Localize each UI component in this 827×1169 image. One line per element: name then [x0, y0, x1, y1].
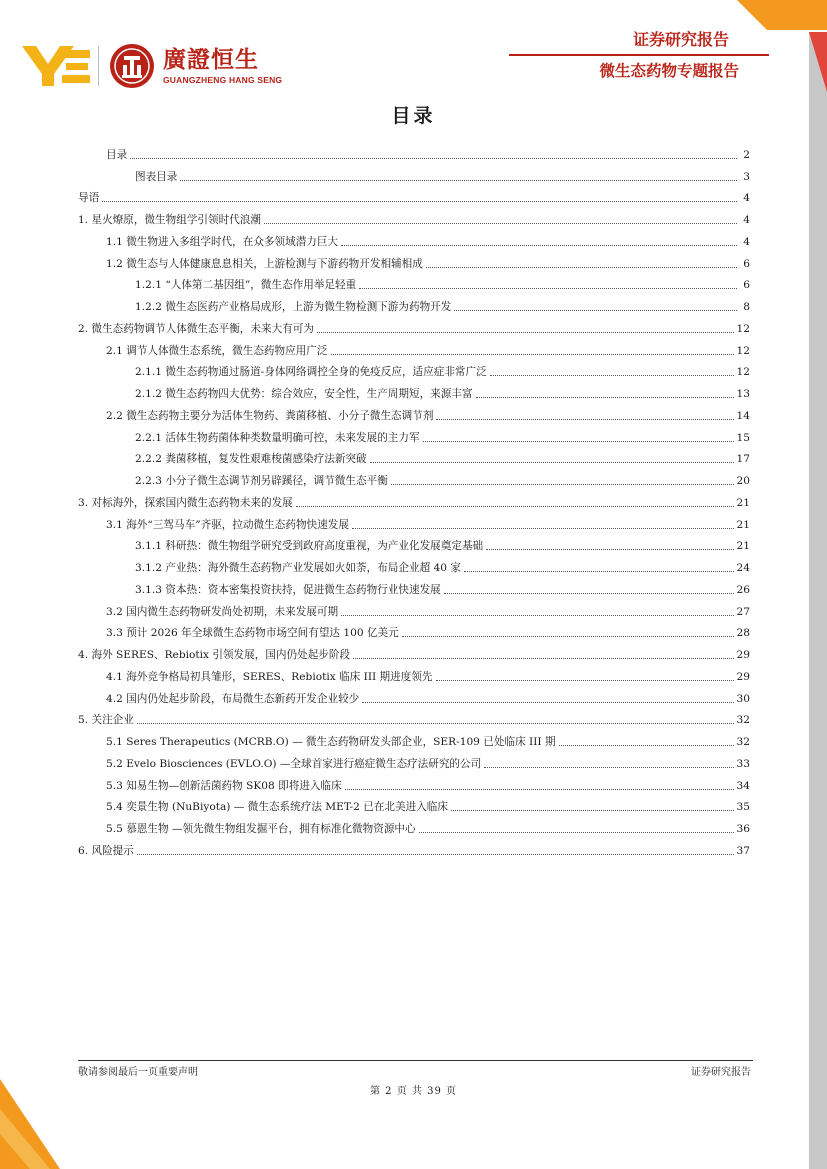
- toc-leader-dots: [137, 723, 734, 724]
- footer-report-type: 证券研究报告: [691, 1067, 751, 1078]
- toc-leader-dots: [391, 484, 734, 485]
- toc-entry-label[interactable]: 导语: [78, 192, 100, 205]
- toc-leader-dots: [130, 158, 737, 159]
- toc-entry[interactable]: [78, 597, 750, 619]
- toc-leader-dots: [476, 397, 734, 398]
- toc-entry[interactable]: [78, 488, 750, 510]
- toc-entry-label[interactable]: 4.1 海外竞争格局初具雏形，SERES、Rebiotix 临床 III 期进度领先: [106, 670, 433, 683]
- ye-logo-icon: [22, 42, 92, 90]
- toc-leader-dots: [331, 354, 734, 355]
- header-rule: [509, 54, 769, 56]
- toc-entry[interactable]: [78, 358, 750, 380]
- toc-entry-page[interactable]: 34: [736, 779, 750, 792]
- toc-entry[interactable]: [78, 249, 750, 271]
- toc-entry[interactable]: [78, 379, 750, 401]
- toc-entry-label[interactable]: 5.2 Evelo Biosciences (EVLO.O) —全球首家进行癌症微生态疗法研究的公司: [106, 757, 482, 770]
- toc-leader-dots: [464, 571, 734, 572]
- toc-entry-label[interactable]: 3.1.2 产业热：海外微生态药物产业发展如火如荼，布局企业超 40 家: [135, 562, 461, 574]
- toc-entry-label[interactable]: 3.1.1 科研热：微生物组学研究受到政府高度重视，为产业化发展奠定基础: [135, 540, 484, 553]
- toc-entry-label[interactable]: 2.1.1 微生态药物通过肠道-身体网络调控全身的免疫反应，适应症非常广泛: [135, 366, 487, 379]
- toc-entry[interactable]: [78, 749, 750, 771]
- toc-entry-page[interactable]: 33: [736, 757, 750, 770]
- toc-entry-page[interactable]: 4: [743, 214, 750, 226]
- toc-entry-page[interactable]: 29: [736, 649, 750, 661]
- logo-english-name: GUANGZHENG HANG SENG: [163, 75, 283, 85]
- toc-entry-page[interactable]: 27: [736, 605, 750, 618]
- toc-entry-label[interactable]: 1.2 微生态与人体健康息息相关，上游检测与下游药物开发相辅相成: [106, 257, 423, 270]
- toc-leader-dots: [436, 680, 734, 681]
- toc-leader-dots: [436, 419, 733, 420]
- toc-entry-page[interactable]: 12: [736, 366, 750, 379]
- toc-leader-dots: [559, 745, 734, 746]
- toc-entry-label[interactable]: 2.1.2 微生态药物四大优势：综合效应，安全性，生产周期短，来源丰富: [135, 388, 473, 400]
- toc-entry[interactable]: [78, 771, 750, 793]
- toc-entry[interactable]: [78, 532, 750, 554]
- toc-entry[interactable]: [78, 205, 750, 227]
- toc-leader-dots: [451, 810, 734, 811]
- toc-entry[interactable]: [78, 727, 750, 749]
- toc-entry-label[interactable]: 2.2 微生态药物主要分为活体生物药、粪菌移植、小分子微生态调节剂: [106, 409, 434, 422]
- toc-leader-dots: [454, 310, 737, 311]
- toc-leader-dots: [402, 636, 734, 637]
- report-header: [509, 28, 769, 82]
- toc-entry-page[interactable]: 4: [743, 192, 750, 205]
- toc-entry[interactable]: [78, 706, 750, 728]
- toc-entry[interactable]: [78, 423, 750, 445]
- toc-leader-dots: [490, 375, 734, 376]
- logo-chinese-name: 廣證恒生: [163, 47, 259, 73]
- toc-entry-label[interactable]: 2.2.1 活体生物药菌体种类数量明确可控，未来发展的主力军: [135, 431, 420, 444]
- toc-entry-label[interactable]: 图表目录: [135, 170, 178, 183]
- toc-entry-page[interactable]: 8: [743, 301, 750, 313]
- toc-entry-label[interactable]: 3.1 海外“三驾马车”齐驱，拉动微生态药物快速发展: [106, 518, 349, 531]
- toc-entry-page[interactable]: 28: [736, 627, 750, 640]
- toc-entry[interactable]: [78, 140, 750, 162]
- toc-entry[interactable]: [78, 662, 750, 684]
- toc-entry[interactable]: [78, 510, 750, 532]
- toc-entry[interactable]: [78, 466, 750, 488]
- toc-entry-label[interactable]: 5.3 知易生物—创新活菌药物 SK08 即将进入临床: [106, 779, 342, 792]
- side-bar-decoration: [809, 32, 827, 1169]
- page-number: 第 2 页 共 39 页: [370, 1086, 457, 1097]
- toc-entry-page[interactable]: 32: [736, 714, 750, 727]
- toc-entry-label[interactable]: 5. 关注企业: [78, 714, 134, 727]
- toc-entry[interactable]: [78, 640, 750, 662]
- toc-entry-label[interactable]: 4.2 国内仍处起步阶段，布局微生态新药开发企业较少: [106, 692, 360, 705]
- toc-entry[interactable]: [78, 227, 750, 249]
- toc-entry-page[interactable]: 37: [736, 844, 750, 857]
- toc-entry-page[interactable]: 17: [736, 453, 750, 466]
- toc-entry[interactable]: [78, 445, 750, 467]
- toc-entry[interactable]: [78, 314, 750, 336]
- footer-rule: [78, 1060, 753, 1061]
- toc-entry-page[interactable]: 6: [743, 279, 750, 292]
- toc-entry-label[interactable]: 3. 对标海外，探索国内微生态药物未来的发展: [78, 496, 293, 509]
- toc-entry-page[interactable]: 35: [736, 801, 750, 814]
- toc-entry-label[interactable]: 5.4 奕景生物 (NuBiyota) — 微生态系统疗法 MET-2 已在北美进入临床: [106, 801, 448, 814]
- corner-decoration-top-right: [737, 0, 827, 30]
- toc-leader-dots: [341, 615, 733, 616]
- toc-leader-dots: [359, 288, 737, 289]
- toc-entry-label[interactable]: 3.1.3 资本热：资本密集投资扶持，促进微生态药物行业快速发展: [135, 583, 441, 596]
- toc-entry[interactable]: [78, 336, 750, 358]
- toc-leader-dots: [345, 789, 734, 790]
- report-type-label: 证券研究报告: [632, 30, 729, 49]
- toc-entry-page[interactable]: 3: [743, 170, 750, 183]
- toc-entry-label[interactable]: 1.2.1 “人体第二基因组”，微生态作用举足轻重: [135, 279, 357, 292]
- toc-entry-page[interactable]: 32: [736, 736, 750, 748]
- toc-entry-label[interactable]: 2.2.3 小分子微生态调节剂另辟蹊径，调节微生态平衡: [135, 475, 388, 487]
- toc-leader-dots: [341, 245, 737, 246]
- toc-entry-page[interactable]: 12: [736, 344, 750, 357]
- toc-entry-page[interactable]: 26: [736, 583, 750, 596]
- toc-entry-page[interactable]: 21: [736, 496, 750, 509]
- toc-entry-label[interactable]: 3.2 国内微生态药物研发尚处初期，未来发展可期: [106, 605, 339, 618]
- toc-entry-label[interactable]: 2. 微生态药物调节人体微生态平衡，未来大有可为: [78, 322, 314, 335]
- toc-entry-page[interactable]: 14: [736, 409, 750, 422]
- toc-leader-dots: [444, 593, 734, 594]
- toc-entry[interactable]: [78, 814, 750, 836]
- toc-entry-label[interactable]: 1.1 微生物进入多组学时代，在众多领域潜力巨大: [106, 235, 339, 248]
- footer-disclaimer: 敬请参阅最后一页重要声明: [78, 1067, 198, 1078]
- toc-entry-label[interactable]: 2.2.2 粪菌移植，复发性艰难梭菌感染疗法新突破: [135, 453, 367, 466]
- toc-entry-page[interactable]: 21: [736, 540, 750, 553]
- company-logo: [22, 40, 282, 92]
- toc-leader-dots: [484, 767, 733, 768]
- toc-entry-page[interactable]: 13: [736, 388, 750, 400]
- toc-entry-page[interactable]: 12: [736, 322, 750, 335]
- toc-leader-dots: [180, 180, 737, 181]
- toc-entry-label[interactable]: 2.1 调节人体微生态系统，微生态药物应用广泛: [106, 344, 328, 357]
- toc-heading: 目录: [391, 105, 436, 127]
- toc-leader-dots: [426, 267, 737, 268]
- toc-entry[interactable]: [78, 292, 750, 314]
- toc-leader-dots: [362, 702, 733, 703]
- toc-entry-label[interactable]: 6. 风险提示: [78, 844, 134, 857]
- toc-leader-dots: [486, 549, 733, 550]
- toc-entry[interactable]: [78, 271, 750, 293]
- toc-entry-label[interactable]: 目录: [106, 148, 128, 161]
- toc-entry-page[interactable]: 30: [736, 692, 750, 705]
- toc-leader-dots: [352, 528, 734, 529]
- toc-entry-page[interactable]: 2: [743, 148, 750, 161]
- toc-leader-dots: [296, 506, 734, 507]
- toc-entry-label[interactable]: 4. 海外 SERES、Rebiotix 引领发展，国内仍处起步阶段: [78, 649, 351, 661]
- toc-entry-label[interactable]: 3.3 预计 2026 年全球微生态药物市场空间有望达 100 亿美元: [106, 627, 399, 640]
- toc-entry[interactable]: [78, 401, 750, 423]
- toc-entry-page[interactable]: 6: [743, 257, 750, 270]
- toc-entry[interactable]: [78, 575, 750, 597]
- toc-entry-page[interactable]: 15: [736, 431, 750, 444]
- toc-entry-page[interactable]: 29: [736, 670, 750, 683]
- toc-entry[interactable]: [78, 684, 750, 706]
- report-title: 微生态药物专题报告: [599, 62, 739, 80]
- toc-entry-label[interactable]: 5.5 慕恩生物 —领先微生物组发掘平台，拥有标准化微物资源中心: [106, 823, 416, 835]
- toc-entry-page[interactable]: 4: [743, 235, 750, 248]
- toc-leader-dots: [370, 462, 734, 463]
- toc-entry[interactable]: [78, 184, 750, 206]
- seal-logo-icon: [109, 43, 155, 89]
- toc-entry-label[interactable]: 1. 星火燎原，微生物组学引领时代浪潮: [78, 214, 261, 226]
- toc-leader-dots: [317, 332, 734, 333]
- toc-entry-label[interactable]: 5.1 Seres Therapeutics (MCRB.O) — 微生态药物研发头部企业，SER-109 已处临床 III 期: [106, 736, 556, 748]
- table-of-contents: [78, 140, 750, 858]
- toc-entry-page[interactable]: 36: [736, 823, 750, 835]
- toc-entry[interactable]: [78, 553, 750, 575]
- toc-leader-dots: [423, 441, 734, 442]
- toc-leader-dots: [102, 201, 737, 202]
- toc-entry-page[interactable]: 21: [736, 518, 750, 531]
- toc-leader-dots: [137, 854, 734, 855]
- toc-entry[interactable]: [78, 619, 750, 641]
- toc-entry-page[interactable]: 24: [736, 562, 750, 574]
- toc-leader-dots: [353, 658, 733, 659]
- logo-divider: [98, 46, 99, 86]
- toc-leader-dots: [419, 832, 734, 833]
- toc-entry-page[interactable]: 20: [736, 475, 750, 487]
- toc-entry[interactable]: [78, 793, 750, 815]
- toc-entry[interactable]: [78, 836, 750, 858]
- toc-entry[interactable]: [78, 162, 750, 184]
- toc-entry-label[interactable]: 1.2.2 微生态医药产业格局成形，上游为微生物检测下游为药物开发: [135, 301, 452, 313]
- toc-leader-dots: [264, 223, 737, 224]
